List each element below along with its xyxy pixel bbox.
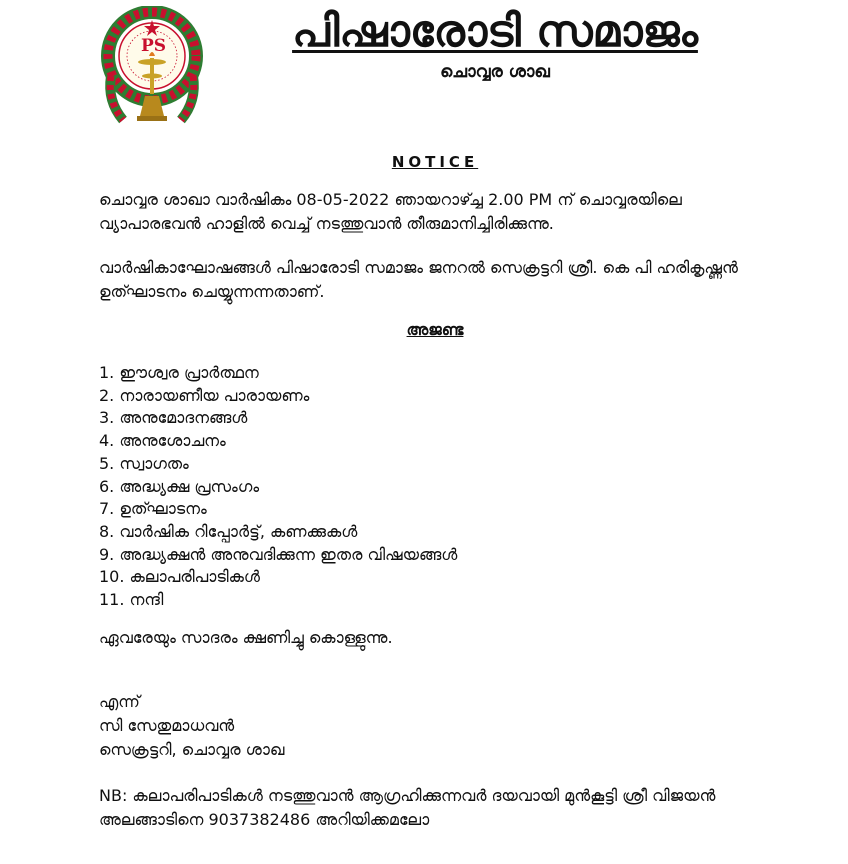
inauguration-announcement: വാർഷികാഘോഷങ്ങൾ പിഷാരോടി സമാജം ജനറൽ സെക്രട്ടറി ശ്രീ. കെ പി ഹരികൃഷ്ണൻ ഉത്ഘാടനം ചെയ്യുന്നന്നതാണ്. [99,258,738,301]
agenda-heading: അജണ്ട [406,320,464,339]
agenda-item: 2. നാരായണീയ പാരായണം [99,385,310,405]
samajam-logo [97,6,207,130]
invitation-line: ഏവരേയും സാദരം ക്ഷണിച്ചു കൊള്ളുന്നു. [99,628,393,647]
logo-monogram: PS [141,36,167,56]
notice-heading: NOTICE [391,153,479,171]
branch-name: ചൊവ്വര ശാഖ [440,62,550,82]
signatory-designation: സെക്രട്ടറി, ചൊവ്വര ശാഖ [99,740,285,759]
agenda-item: 6. അദ്ധ്യക്ഷ പ്രസംഗം [99,476,260,496]
agenda-item: 8. വാർഷിക റിപ്പോർട്ട്, കണക്കുകൾ [99,521,358,541]
agenda-item: 5. സ്വാഗതം [99,453,189,473]
meeting-announcement: ചൊവ്വര ശാഖാ വാർഷികം 08-05-2022 ഞായറാഴ്ച്ച 2.00 PM ന് ചൊവ്വരയിലെ വ്യാപാരഭവൻ ഹാളിൽ വെച്ച് നടത്തുവാൻ തീരുമാനിച്ചിരിക്കുന്നു. [99,190,682,233]
nb-note: NB: കലാപരിപാടികൾ നടത്തുവാൻ ആഗ്രഹിക്കുന്നവർ ദയവായി മുൻകൂട്ടി ശ്രീ വിജയൻ അലങ്ങാടിനെ 9037382486 അറിയിക്കമലോ [99,786,716,829]
signatory-name: സി സേതുമാധവൻ [99,716,235,735]
agenda-item: 9. അദ്ധ്യക്ഷൻ അനുവദിക്കുന്ന ഇതര വിഷയങ്ങൾ [99,544,458,564]
agenda-item: 4. അനുശോചനം [99,431,226,451]
agenda-item: 1. ഈശ്വര പ്രാർത്ഥന [99,363,259,382]
agenda-item: 11. നന്ദി [99,590,164,610]
signature-prefix: എന്ന് [99,692,140,711]
signature-block [99,690,284,762]
org-title: പിഷാരോടി സമാജം [292,6,698,57]
agenda-list [99,362,457,612]
agenda-item: 7. ഉത്ഘാടനം [99,499,207,519]
agenda-item: 10. കലാപരിപാടികൾ [99,567,260,587]
agenda-item: 3. അനുമോദനങ്ങൾ [99,408,248,428]
garland-lamp-emblem [97,6,207,130]
